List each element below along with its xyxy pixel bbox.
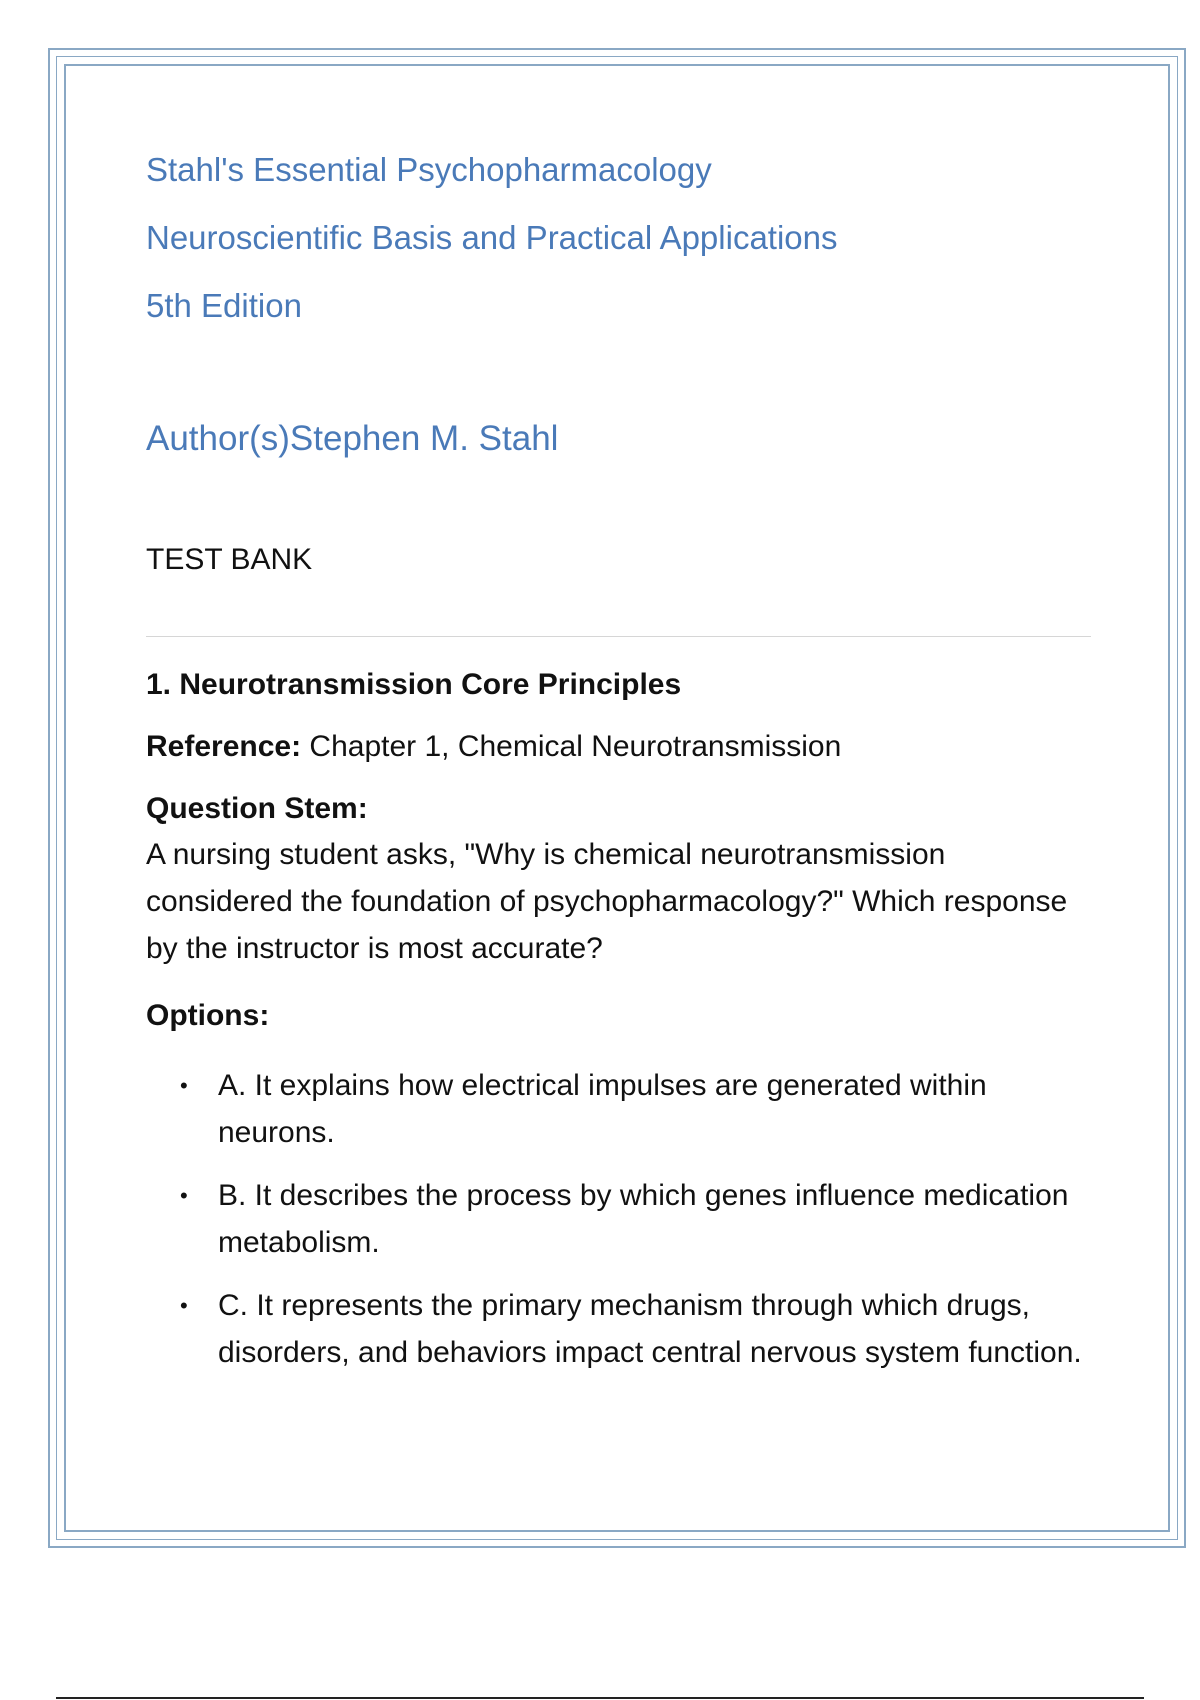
options-label: Options: bbox=[146, 999, 270, 1032]
section-label: TEST BANK bbox=[146, 543, 313, 576]
question-heading: 1. Neurotransmission Core Principles bbox=[146, 668, 682, 701]
option-a bbox=[146, 1062, 1096, 1156]
option-text: A. It explains how electrical impulses are generated within neurons. bbox=[218, 1069, 987, 1149]
question-reference bbox=[146, 729, 1096, 765]
book-subtitle: Neuroscientific Basis and Practical Applications bbox=[146, 219, 838, 256]
option-b bbox=[146, 1172, 1096, 1266]
option-c bbox=[146, 1282, 1096, 1376]
option-text: C. It represents the primary mechanism through which drugs, disorders, and behaviors impact central nervous system function. bbox=[218, 1289, 1082, 1369]
bullet-icon: • bbox=[180, 1073, 188, 1098]
horizontal-divider bbox=[146, 636, 1091, 637]
reference-text: Chapter 1, Chemical Neurotransmission bbox=[301, 730, 842, 763]
book-author: Author(s)Stephen M. Stahl bbox=[146, 419, 559, 458]
stem-label: Question Stem: bbox=[146, 792, 368, 825]
bullet-icon: • bbox=[180, 1183, 188, 1208]
footer-rule bbox=[56, 1697, 1144, 1699]
bullet-icon: • bbox=[180, 1293, 188, 1318]
document-body bbox=[146, 150, 1096, 1392]
reference-label: Reference: bbox=[146, 730, 302, 763]
options-list bbox=[146, 1062, 1096, 1376]
book-edition: 5th Edition bbox=[146, 287, 302, 324]
option-text: B. It describes the process by which genes influence medication metabolism. bbox=[218, 1179, 1069, 1259]
question-stem: A nursing student asks, "Why is chemical neurotransmission considered the foundation of psychopharmacology?" Which response by the instructor is most accurate? bbox=[146, 838, 1068, 965]
book-title: Stahl's Essential Psychopharmacology bbox=[146, 151, 712, 188]
